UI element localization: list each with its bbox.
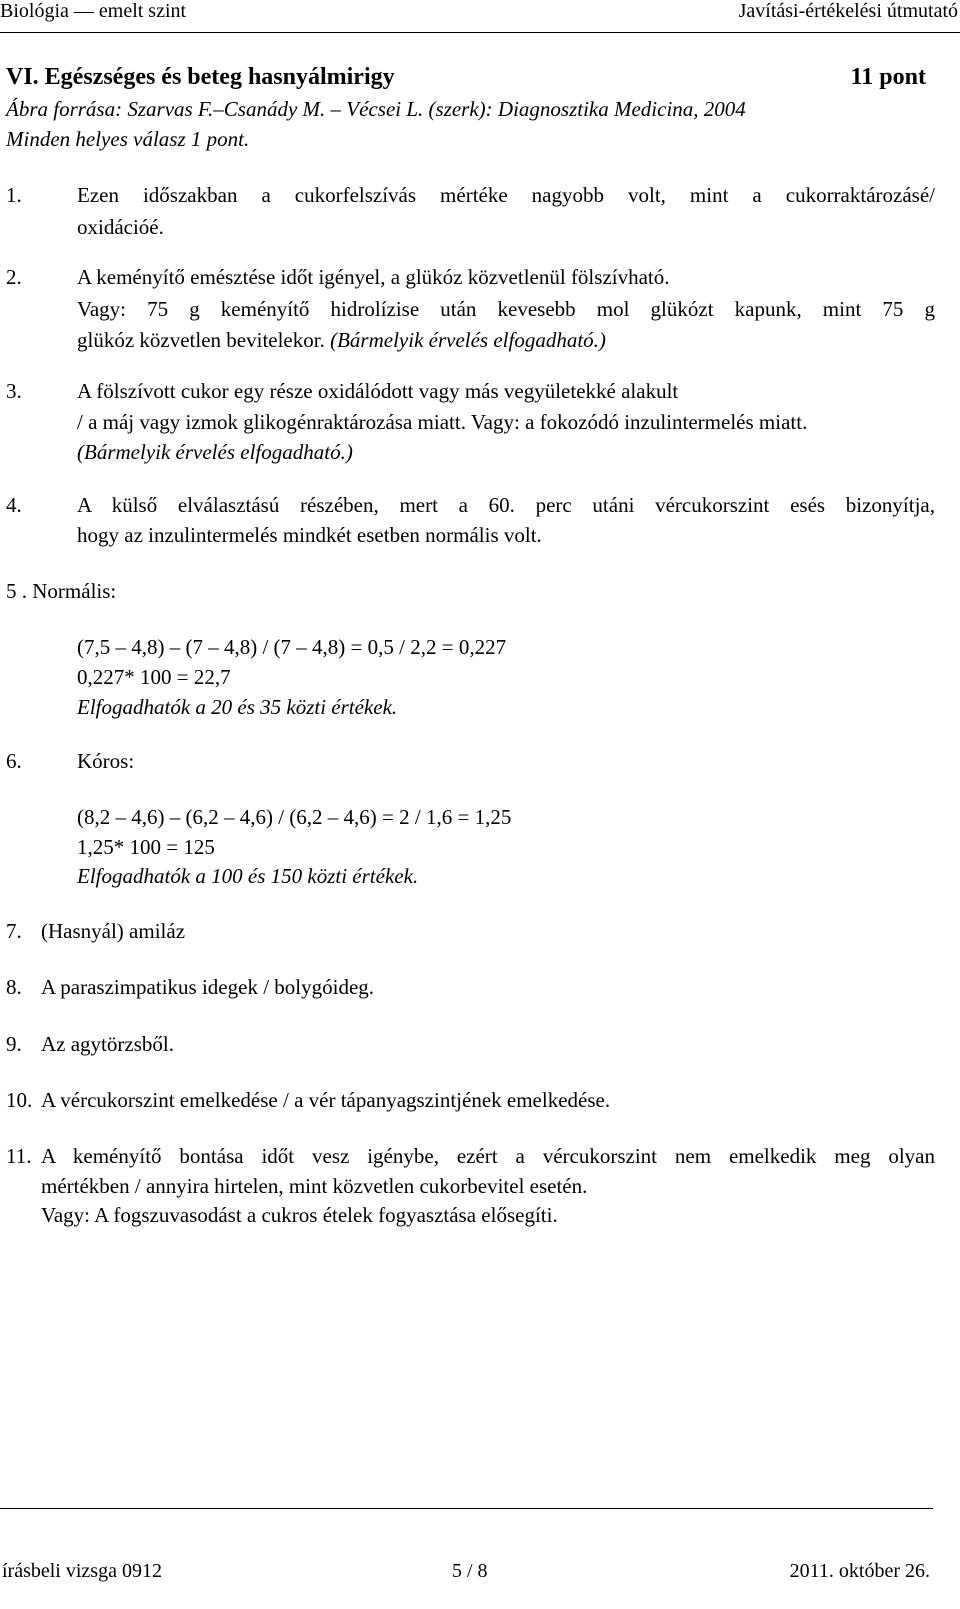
section-title-text: VI. Egészséges és beteg hasnyálmirigy bbox=[6, 64, 395, 90]
page-header bbox=[0, 0, 960, 33]
footer-rule bbox=[0, 1508, 933, 1509]
answer-6-calc2: 1,25* 100 = 125 bbox=[77, 835, 215, 859]
figure-source: Ábra forrása: Szarvas F.–Csanády M. – Vécsei L. (szerk): Diagnosztika Medicina, 2004 bbox=[6, 97, 746, 121]
answer-4-line1: A külső elválasztású részében, mert a 60. perc utáni vércukorszint esés bizonyítja, bbox=[77, 493, 935, 517]
answer-1-line2: oxidációé. bbox=[77, 215, 164, 239]
answer-3-line1: A fölszívott cukor egy része oxidálódott vagy más vegyületekké alakult bbox=[77, 379, 679, 403]
header-doc-type: Javítási-értékelési útmutató bbox=[738, 0, 958, 22]
footer-page-number: 5 / 8 bbox=[452, 1560, 488, 1582]
answer-2-line2: Vagy: 75 g keményítő hidrolízise után kevesebb mol glükózt kapunk, mint 75 g bbox=[77, 297, 935, 321]
answer-3-line2: / a máj vagy izmok glikogénraktározása miatt. Vagy: a fokozódó inzulintermelés miatt. bbox=[77, 410, 808, 434]
footer-date: 2011. október 26. bbox=[789, 1560, 930, 1582]
answer-11-line1: A keményítő bontása időt vesz igénybe, ezért a vércukorszint nem emelkedik meg olyan bbox=[41, 1144, 935, 1168]
answer-3-line3: (Bármelyik érvelés elfogadható.) bbox=[77, 440, 353, 464]
answer-7-text: (Hasnyál) amiláz bbox=[41, 919, 186, 943]
answer-8-number: 8. bbox=[6, 975, 22, 999]
answer-6-accept: Elfogadhatók a 100 és 150 közti értékek. bbox=[77, 864, 419, 888]
scoring-note: Minden helyes válasz 1 pont. bbox=[6, 127, 250, 151]
answer-5-calc2: 0,227* 100 = 22,7 bbox=[77, 665, 231, 689]
answer-2-line1: A keményítő emésztése időt igényel, a glükóz közvetlenül fölszívható. bbox=[77, 265, 670, 289]
section-points: 11 pont bbox=[850, 64, 926, 90]
header-subject: Biológia — emelt szint bbox=[0, 0, 187, 22]
answer-4-number: 4. bbox=[6, 493, 22, 517]
answer-6-label: Kóros: bbox=[77, 749, 135, 773]
answer-2-line3-italic: (Bármelyik érvelés elfogadható.) bbox=[330, 328, 606, 352]
answer-10-text: A vércukorszint emelkedése / a vér tápanyagszintjének emelkedése. bbox=[41, 1088, 611, 1112]
answer-1-line1: Ezen időszakban a cukorfelszívás mértéke nagyobb volt, mint a cukorraktározásé/ bbox=[77, 183, 935, 207]
answer-5-calc1: (7,5 – 4,8) – (7 – 4,8) / (7 – 4,8) = 0,5 / 2,2 = 0,227 bbox=[77, 635, 507, 659]
answer-9-text: Az agytörzsből. bbox=[41, 1032, 174, 1056]
answer-5-accept: Elfogadhatók a 20 és 35 közti értékek. bbox=[77, 695, 398, 719]
answer-2-line3 bbox=[77, 325, 606, 355]
answer-6-calc1: (8,2 – 4,6) – (6,2 – 4,6) / (6,2 – 4,6) = 2 / 1,6 = 1,25 bbox=[77, 805, 512, 829]
answer-2-number: 2. bbox=[6, 265, 22, 289]
answer-1-number: 1. bbox=[6, 183, 22, 207]
answer-6-number: 6. bbox=[6, 749, 22, 773]
answer-5-label: 5 . Normális: bbox=[6, 579, 117, 603]
answer-7-number: 7. bbox=[6, 919, 22, 943]
answer-2-line3-text: glükóz közvetlen bevitelekor. bbox=[77, 328, 325, 352]
answer-9-number: 9. bbox=[6, 1032, 22, 1056]
answer-4-line2: hogy az inzulintermelés mindkét esetben normális volt. bbox=[77, 523, 542, 547]
footer-exam-code: írásbeli vizsga 0912 bbox=[2, 1560, 162, 1582]
answer-11-line3: Vagy: A fogszuvasodást a cukros ételek fogyasztása elősegíti. bbox=[41, 1203, 558, 1227]
answer-11-number: 11. bbox=[6, 1144, 32, 1168]
page-footer bbox=[0, 1508, 960, 1609]
section-title bbox=[6, 64, 926, 91]
answer-3-number: 3. bbox=[6, 379, 22, 403]
answer-8-text: A paraszimpatikus idegek / bolygóideg. bbox=[41, 975, 375, 999]
answer-10-number: 10. bbox=[6, 1088, 33, 1112]
answer-11-line2: mértékben / annyira hirtelen, mint közvetlen cukorbevitel esetén. bbox=[41, 1174, 588, 1198]
